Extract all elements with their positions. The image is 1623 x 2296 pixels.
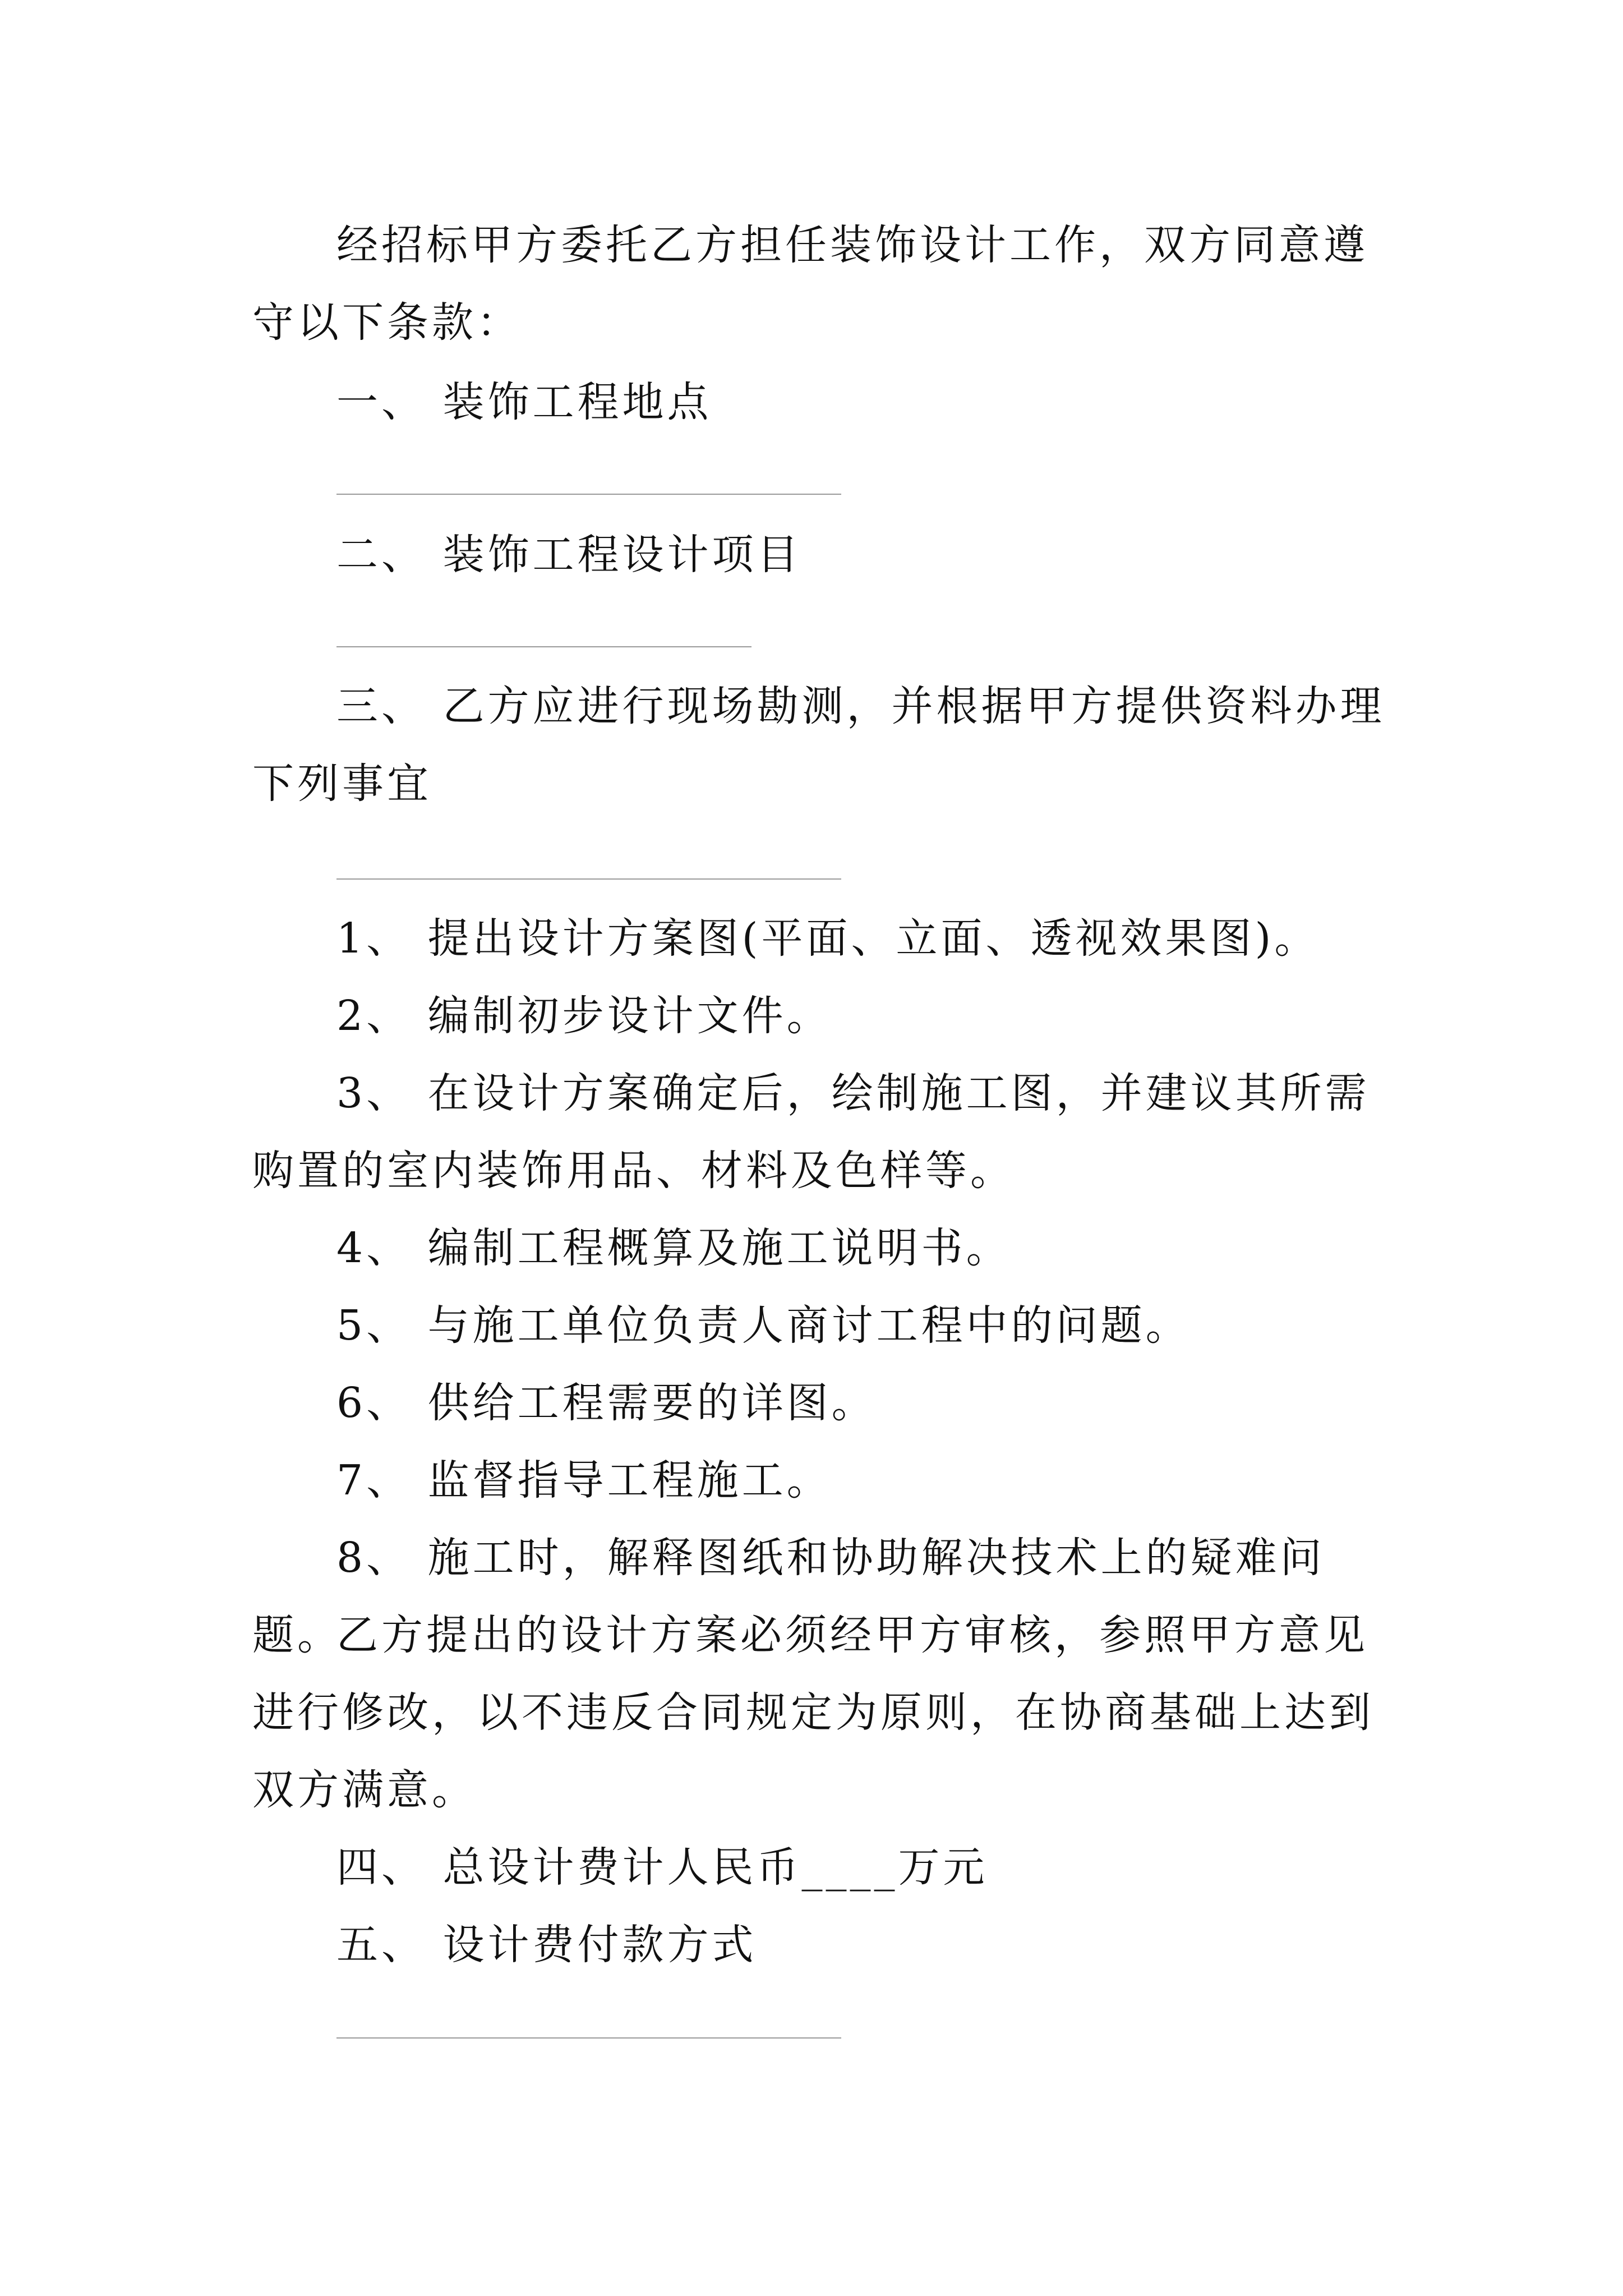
section-5-heading: 五、 设计费付款方式 bbox=[336, 1921, 757, 1969]
section-3-heading: 三、 乙方应进行现场勘测，并根据甲方提供资料办理下列事宜 bbox=[252, 682, 1385, 808]
list-item-7: 7、 监督指导工程施工。 bbox=[336, 1456, 832, 1504]
list-item-6: 6、 供给工程需要的详图。 bbox=[336, 1379, 877, 1427]
section-4-heading: 四、 总设计费计人民币____万元 bbox=[336, 1843, 988, 1892]
review-paragraph: 乙方提出的设计方案必须经甲方审核，参照甲方意见进行修改，以不违反合同规定为原则，在协商基础上达到双方满意。 bbox=[252, 1611, 1374, 1814]
list-item-3: 3、 在设计方案确定后，绘制施工图，并建议其所需购置的室内装饰用品、材料及色样等。 bbox=[252, 1069, 1370, 1195]
section-2-heading: 二、 装饰工程设计项目 bbox=[336, 531, 802, 579]
list-item-4: 4、 编制工程概算及施工说明书。 bbox=[336, 1224, 1011, 1272]
blank-line-2 bbox=[336, 646, 751, 647]
list-item-8: 8、 施工时，解释图纸和协助解决技术上的疑难问题。 bbox=[252, 1534, 1325, 1659]
intro-paragraph: 经招标甲方委托乙方担任装饰设计工作，双方同意遵守以下条款： bbox=[252, 221, 1368, 347]
list-item-5: 5、 与施工单位负责人商讨工程中的问题。 bbox=[336, 1301, 1191, 1350]
blank-line-1 bbox=[336, 494, 841, 495]
list-item-2: 2、 编制初步设计文件。 bbox=[336, 992, 832, 1040]
blank-line-4 bbox=[336, 2037, 841, 2039]
list-item-1: 1、 提出设计方案图(平面、立面、透视效果图)。 bbox=[336, 914, 1320, 963]
blank-line-3 bbox=[336, 878, 841, 880]
section-1-heading: 一、 装饰工程地点 bbox=[336, 378, 712, 426]
